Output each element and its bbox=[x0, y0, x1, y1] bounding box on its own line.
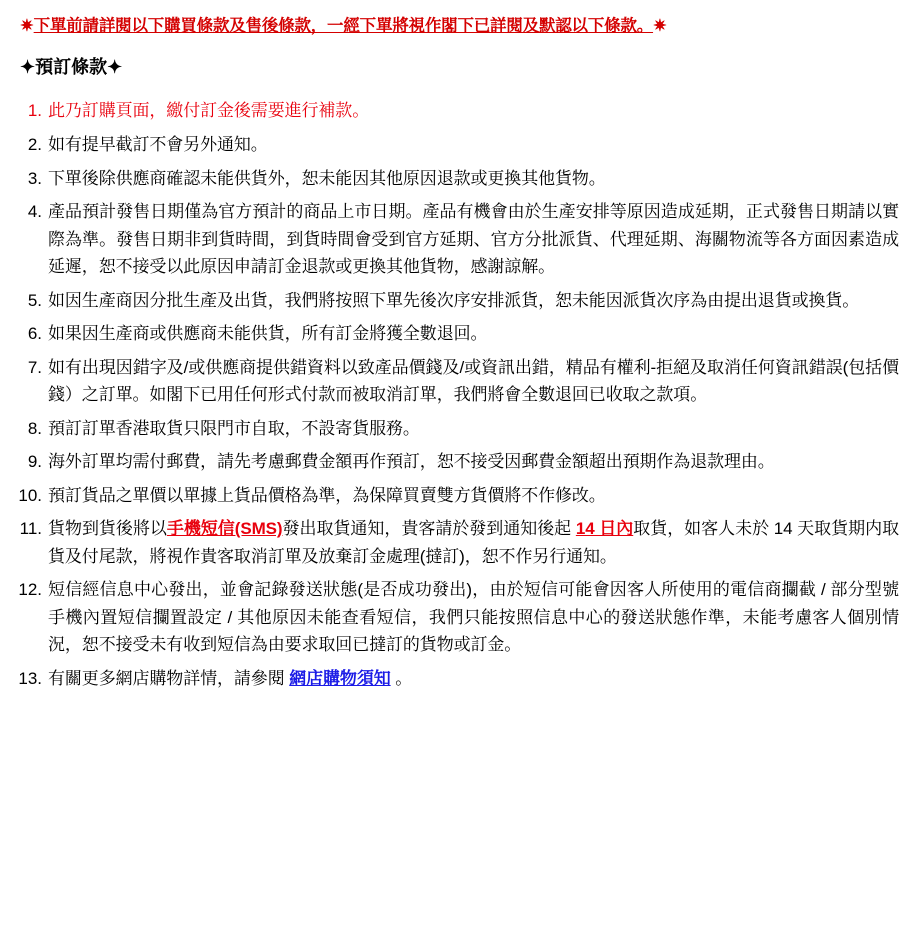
term-text: 如有提早截訂不會另外通知。 bbox=[48, 134, 268, 154]
term-item bbox=[14, 165, 899, 193]
term-number: 7. bbox=[27, 357, 42, 377]
term-item bbox=[14, 576, 899, 659]
term-text-segment: 取貨，如客人未於 14 天取貨期内取貨及付尾款，將視作貴客取消訂單及放棄訂金處理(撻訂)，恕不作另行通知。 bbox=[48, 519, 899, 566]
top-notice-text: 下單前請詳閱以下購買條款及售後條款，一經下單將視作閣下已詳閱及默認以下條款。 bbox=[33, 17, 654, 35]
term-item bbox=[14, 320, 899, 348]
term-number: 10. bbox=[18, 485, 42, 505]
term-item bbox=[14, 287, 899, 315]
star-left-icon: ✷ bbox=[20, 17, 34, 35]
highlight-text: 手機短信(SMS) bbox=[166, 519, 283, 539]
term-number: 6. bbox=[27, 324, 42, 344]
term-item bbox=[14, 415, 899, 443]
term-text: 如果因生產商或供應商未能供貨，所有訂金將獲全數退回。 bbox=[48, 324, 488, 344]
term-number: 12. bbox=[18, 580, 42, 600]
terms-list bbox=[14, 97, 899, 692]
term-item bbox=[14, 448, 899, 476]
term-text bbox=[48, 515, 899, 570]
term-item bbox=[14, 131, 899, 159]
term-text: 海外訂單均需付郵費，請先考慮郵費金額再作預訂，恕不接受因郵費金額超出預期作為退款理由。 bbox=[48, 452, 775, 472]
term-item bbox=[14, 482, 899, 510]
term-item bbox=[14, 198, 899, 281]
term-text-segment: 。 bbox=[390, 669, 413, 689]
term-item bbox=[14, 515, 899, 570]
term-number: 13. bbox=[18, 669, 42, 689]
term-text: 產品預計發售日期僅為官方預計的商品上市日期。產品有機會由於生產安排等原因造成延期，正式發售日期請以實際為準。發售日期非到貨時間，到貨時間會受到官方延期、官方分批派貨、代理延期、海關物流等各方面因素造成延遲，恕不接受以此原因申請訂金退款或更換其他貨物，感謝諒解。 bbox=[48, 202, 899, 277]
term-number: 9. bbox=[27, 452, 42, 472]
term-text-segment: 有關更多網店購物詳情，請參閱 bbox=[48, 669, 290, 689]
term-text: 如因生產商因分批生產及出貨，我們將按照下單先後次序安排派貨，恕未能因派貨次序為由提出退貨或換貨。 bbox=[48, 290, 860, 310]
shopping-guide-link[interactable]: 網店購物須知 bbox=[289, 669, 391, 689]
term-number: 2. bbox=[27, 134, 42, 154]
term-text: 如有出現因錯字及/或供應商提供錯資料以致產品價錢及/或資訊出錯，精品有權利-拒絕及取消任何資訊錯誤(包括價錢）之訂單。如閣下已用任何形式付款而被取消訂單，我們將會全數退回已收取之款項。 bbox=[48, 357, 899, 405]
term-text: 預訂訂單香港取貨只限門市自取，不設寄貨服務。 bbox=[48, 418, 420, 438]
section-title: ✦預訂條款✦ bbox=[20, 56, 123, 77]
highlight-text: 14 日內 bbox=[575, 519, 634, 539]
term-item bbox=[14, 665, 899, 693]
term-number: 1. bbox=[27, 101, 42, 121]
top-notice bbox=[20, 14, 899, 40]
term-text: 下單後除供應商確認未能供貨外，恕未能因其他原因退款或更換其他貨物。 bbox=[48, 168, 606, 188]
term-item bbox=[14, 354, 899, 409]
term-text bbox=[48, 665, 899, 693]
term-text-segment: 發出取貨通知，貴客請於發到通知後起 bbox=[282, 519, 576, 539]
term-text-segment: 貨物到貨後將以 bbox=[48, 519, 167, 539]
term-text: 預訂貨品之單價以單據上貨品價格為準，為保障買賣雙方貨價將不作修改。 bbox=[48, 485, 606, 505]
term-text: 此乃訂購頁面，繳付訂金後需要進行補款。 bbox=[48, 101, 370, 121]
term-text: 短信經信息中心發出，並會記錄發送狀態(是否成功發出)，由於短信可能會因客人所使用的電信商攔截 / 部分型號手機內置短信攔置設定 / 其他原因未能查看短信，我們只能按照信息中心的發送狀態作準，未能考慮客人個別情況，恕不接受未有收到短信為由要求取回已撻訂的貨物或訂金。 bbox=[48, 580, 899, 655]
term-number: 4. bbox=[27, 202, 42, 222]
term-number: 8. bbox=[27, 418, 42, 438]
term-number: 11. bbox=[19, 519, 42, 539]
term-number: 3. bbox=[27, 168, 42, 188]
term-number: 5. bbox=[27, 290, 42, 310]
term-item bbox=[14, 97, 899, 125]
star-right-icon: ✷ bbox=[653, 17, 667, 35]
